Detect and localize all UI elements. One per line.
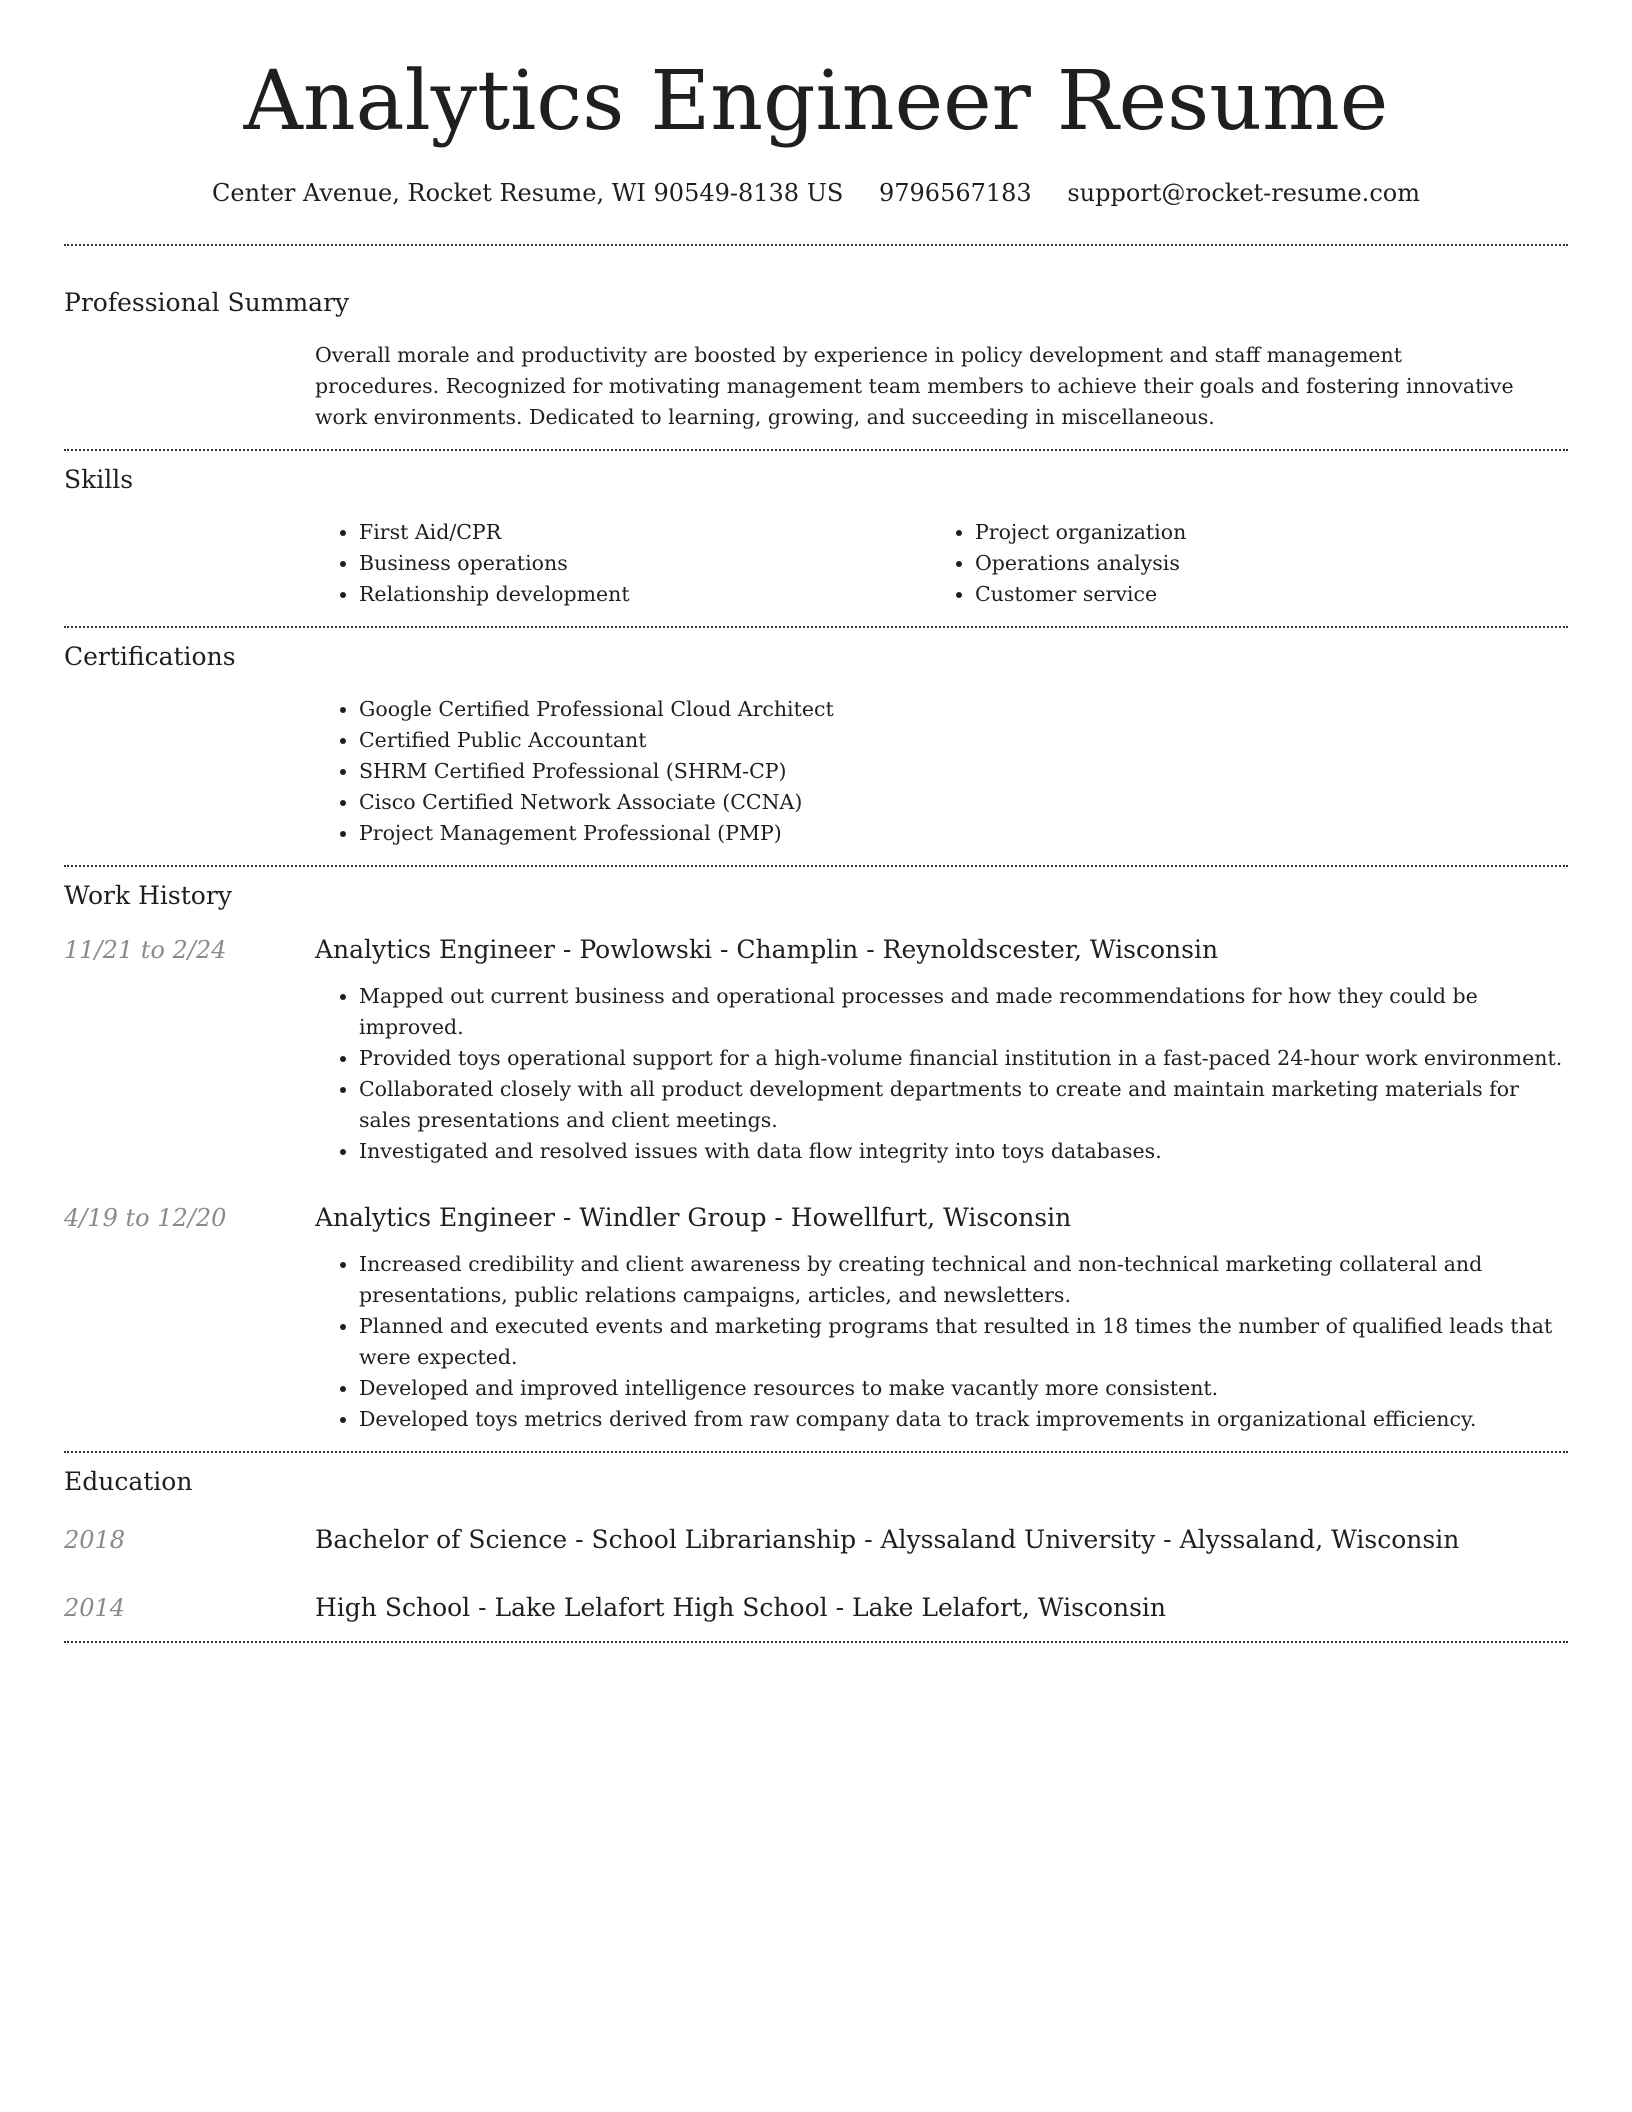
education-heading: Education [64, 1467, 193, 1496]
contact-email: support@rocket-resume.com [1067, 179, 1420, 207]
job-entry [64, 1201, 1568, 1435]
page-title: Analytics Engineer Resume [243, 54, 1389, 149]
section-divider [64, 1641, 1568, 1643]
certification-item: • Project Management Professional (PMP) [359, 818, 1568, 849]
education-degree: Bachelor of Science - School Librarianship - Alyssaland University - Alyssaland, Wisconsin [315, 1525, 1460, 1554]
job-bullet: • Mapped out current business and operational processes and made recommendations for how they could be improved. [359, 981, 1568, 1043]
job-bullet: • Developed toys metrics derived from raw company data to track improvements in organizational efficiency. [359, 1404, 1568, 1435]
job-bullet: • Developed and improved intelligence resources to make vacantly more consistent. [359, 1373, 1568, 1404]
job-dates: 4/19 to 12/20 [64, 1204, 227, 1232]
summary-text: Overall morale and productivity are boosted by experience in policy development and staff management procedures. Recognized for motivating management team members to achieve their goals and fostering innovative work environments. Dedicated to learning, growing, and succeeding in miscellaneous. [315, 343, 1514, 429]
skills-list-left [315, 517, 931, 610]
job-title: Analytics Engineer - Powlowski - Champlin - Reynoldscester, Wisconsin [315, 935, 1219, 964]
contact-address: Center Avenue, Rocket Resume, WI 90549-8138 US [212, 179, 844, 207]
job-header [64, 933, 1568, 967]
job-bullets-wrap [315, 1249, 1568, 1435]
certification-item: • Certified Public Accountant [359, 725, 1568, 756]
skill-item: • Customer service [975, 579, 1568, 610]
job-bullets-wrap [315, 981, 1568, 1167]
skill-item: • Operations analysis [975, 548, 1568, 579]
education-section [64, 1453, 1568, 1641]
skill-item: • Relationship development [359, 579, 931, 610]
work-heading: Work History [64, 881, 232, 910]
summary-heading: Professional Summary [64, 288, 350, 317]
job-bullet: • Provided toys operational support for a high-volume financial institution in a fast-paced 24-hour work environment. [359, 1043, 1568, 1074]
certifications-section [64, 628, 1568, 865]
skills-heading: Skills [64, 465, 134, 494]
skill-item: • Project organization [975, 517, 1568, 548]
skills-section [64, 451, 1568, 626]
work-section [64, 867, 1568, 1451]
job-title: Analytics Engineer - Windler Group - Howellfurt, Wisconsin [315, 1203, 1072, 1232]
skill-item: • First Aid/CPR [359, 517, 931, 548]
job-bullet: • Planned and executed events and marketing programs that resulted in 18 times the number of qualified leads that were expected. [359, 1311, 1568, 1373]
contact-line [64, 176, 1568, 210]
contact-phone: 9796567183 [879, 179, 1032, 207]
job-dates: 11/21 to 2/24 [64, 936, 227, 964]
skill-item: • Business operations [359, 548, 931, 579]
education-year: 2018 [64, 1526, 126, 1554]
certifications-list-wrap [315, 694, 1568, 849]
certifications-heading: Certifications [64, 642, 236, 671]
education-entry [64, 1591, 1568, 1625]
job-bullet: • Increased credibility and client awareness by creating technical and non-technical marketing collateral and presentations, public relations campaigns, articles, and newsletters. [359, 1249, 1568, 1311]
education-year: 2014 [64, 1594, 126, 1622]
education-entry [64, 1523, 1568, 1557]
skills-grid [315, 517, 1568, 610]
education-degree: High School - Lake Lelafort High School - Lake Lelafort, Wisconsin [315, 1593, 1167, 1622]
job-entry [64, 933, 1568, 1167]
skills-list-right [931, 517, 1568, 610]
certification-item: • Cisco Certified Network Associate (CCNA) [359, 787, 1568, 818]
job-bullet: • Collaborated closely with all product development departments to create and maintain marketing materials for sales presentations and client meetings. [359, 1074, 1568, 1136]
certifications-list [315, 694, 1568, 849]
summary-section [64, 246, 1568, 449]
certification-item: • Google Certified Professional Cloud Architect [359, 694, 1568, 725]
job-bullet: • Investigated and resolved issues with data flow integrity into toys databases. [359, 1136, 1568, 1167]
job-header [64, 1201, 1568, 1235]
certification-item: • SHRM Certified Professional (SHRM-CP) [359, 756, 1568, 787]
job-bullets [315, 981, 1568, 1167]
job-bullets [315, 1249, 1568, 1435]
